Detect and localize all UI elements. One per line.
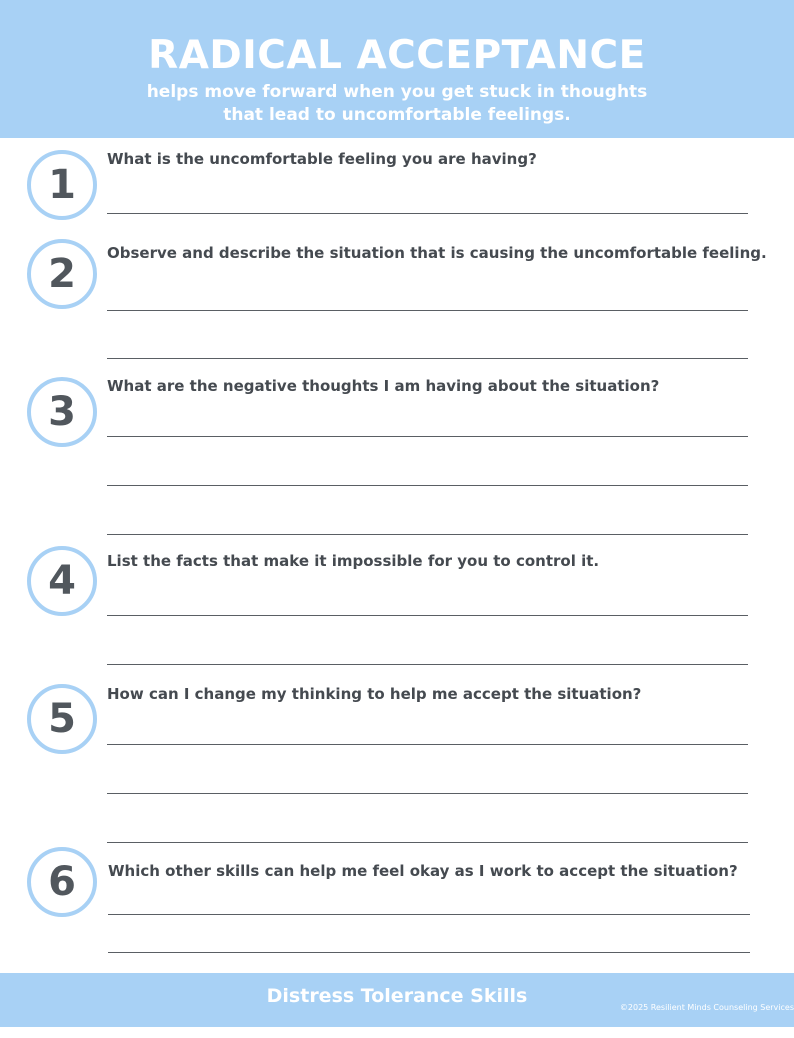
answer-line[interactable] <box>107 213 748 214</box>
answer-line[interactable] <box>107 744 748 745</box>
step-question-3: What are the negative thoughts I am having about the situation? <box>107 377 660 395</box>
answer-line[interactable] <box>107 485 748 486</box>
answer-line[interactable] <box>107 358 748 359</box>
step-number-6: 6 <box>27 847 97 917</box>
page-title: RADICAL ACCEPTANCE <box>148 33 646 78</box>
footer-banner <box>0 973 794 1027</box>
step-number-1: 1 <box>27 150 97 220</box>
step-number-4: 4 <box>27 546 97 616</box>
step-question-4: List the facts that make it impossible for you to control it. <box>107 552 600 570</box>
answer-line[interactable] <box>108 914 750 915</box>
answer-line[interactable] <box>107 310 748 311</box>
step-question-2: Observe and describe the situation that is causing the uncomfortable feeling. <box>107 244 767 262</box>
page-subtitle-line-1: helps move forward when you get stuck in thoughts <box>146 82 648 102</box>
step-number-5: 5 <box>27 684 97 754</box>
header-banner <box>0 0 794 138</box>
step-question-1: What is the uncomfortable feeling you are having? <box>107 150 537 168</box>
answer-line[interactable] <box>107 436 748 437</box>
copyright-notice: ©2025 Resilient Minds Counseling Services <box>619 1003 794 1012</box>
page-subtitle-line-2: that lead to uncomfortable feelings. <box>223 105 571 125</box>
answer-line[interactable] <box>107 842 748 843</box>
step-question-6: Which other skills can help me feel okay as I work to accept the situation? <box>108 862 738 880</box>
answer-line[interactable] <box>107 615 748 616</box>
answer-line[interactable] <box>107 534 748 535</box>
footer-title: Distress Tolerance Skills <box>266 985 528 1007</box>
answer-line[interactable] <box>107 793 748 794</box>
step-question-5: How can I change my thinking to help me accept the situation? <box>107 685 642 703</box>
step-number-3: 3 <box>27 377 97 447</box>
answer-line[interactable] <box>107 664 748 665</box>
step-number-2: 2 <box>27 239 97 309</box>
answer-line[interactable] <box>108 952 750 953</box>
